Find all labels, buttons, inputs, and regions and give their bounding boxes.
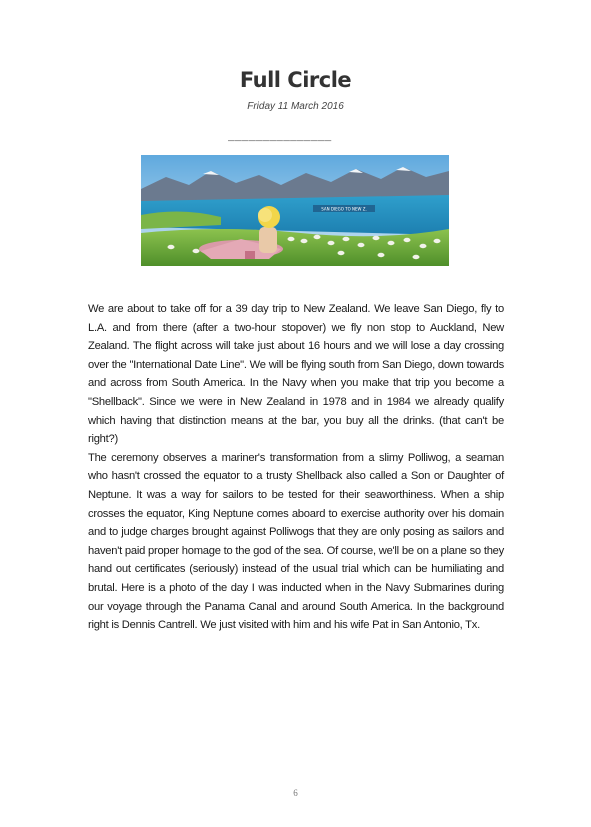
body-paragraph-2: The ceremony observes a mariner's transformation from a slimy Polliwog, a seaman who hasn't crossed the equator to a trusty Shellback also called a Son or Daughter of Neptune. It was a way for sailors to be tested for their seaworthiness. When a ship crosses the equator, King Neptune comes aboard to exercise authority over his domain and to judge charges brought against Polliwogs that they are only posing as sailors and haven't paid proper homage to the god of the sea. Of course, we'll be on a plane so they hand out certificates (seriously) instead of the usual trial which can be humiliating and brutal. Here is a photo of the day I was inducted when in the Navy Submarines during our voyage through the Panama Canal and around South America. In the background right is Dennis Cantrell. We just visited with him and his wife Pat in San Antonio, Tx. [88,451,504,632]
page-title: Full Circle [239,68,352,92]
body-paragraph-1: We are about to take off for a 39 day trip to New Zealand. We leave San Diego, fly to L.A. and from there (after a two-hour stopover) we fly non stop to Auckland, New Zealand. The flight across will take just about 16 hours and we will lose a day crossing over the "International Date Line". We will be flying south from San Diego, down towards and across from South America. In the Navy when you make that trip you become a "Shellback". Since we were in New Zealand in 1978 and in 1984 we already qualify which having that distinction means at the bar, you buy all the drinks. (that can't be right?) [88,303,504,446]
sign-banner [313,205,375,212]
article-body [88,300,504,635]
title-underline: _______________ [228,132,332,144]
page-date: Friday 11 March 2016 [247,101,344,112]
page-number: 6 [293,788,298,798]
sign-text: SAN DIEGO TO NEW Z. [321,206,367,212]
lake-photo [141,155,449,266]
lake-photo-illustration [141,155,449,266]
